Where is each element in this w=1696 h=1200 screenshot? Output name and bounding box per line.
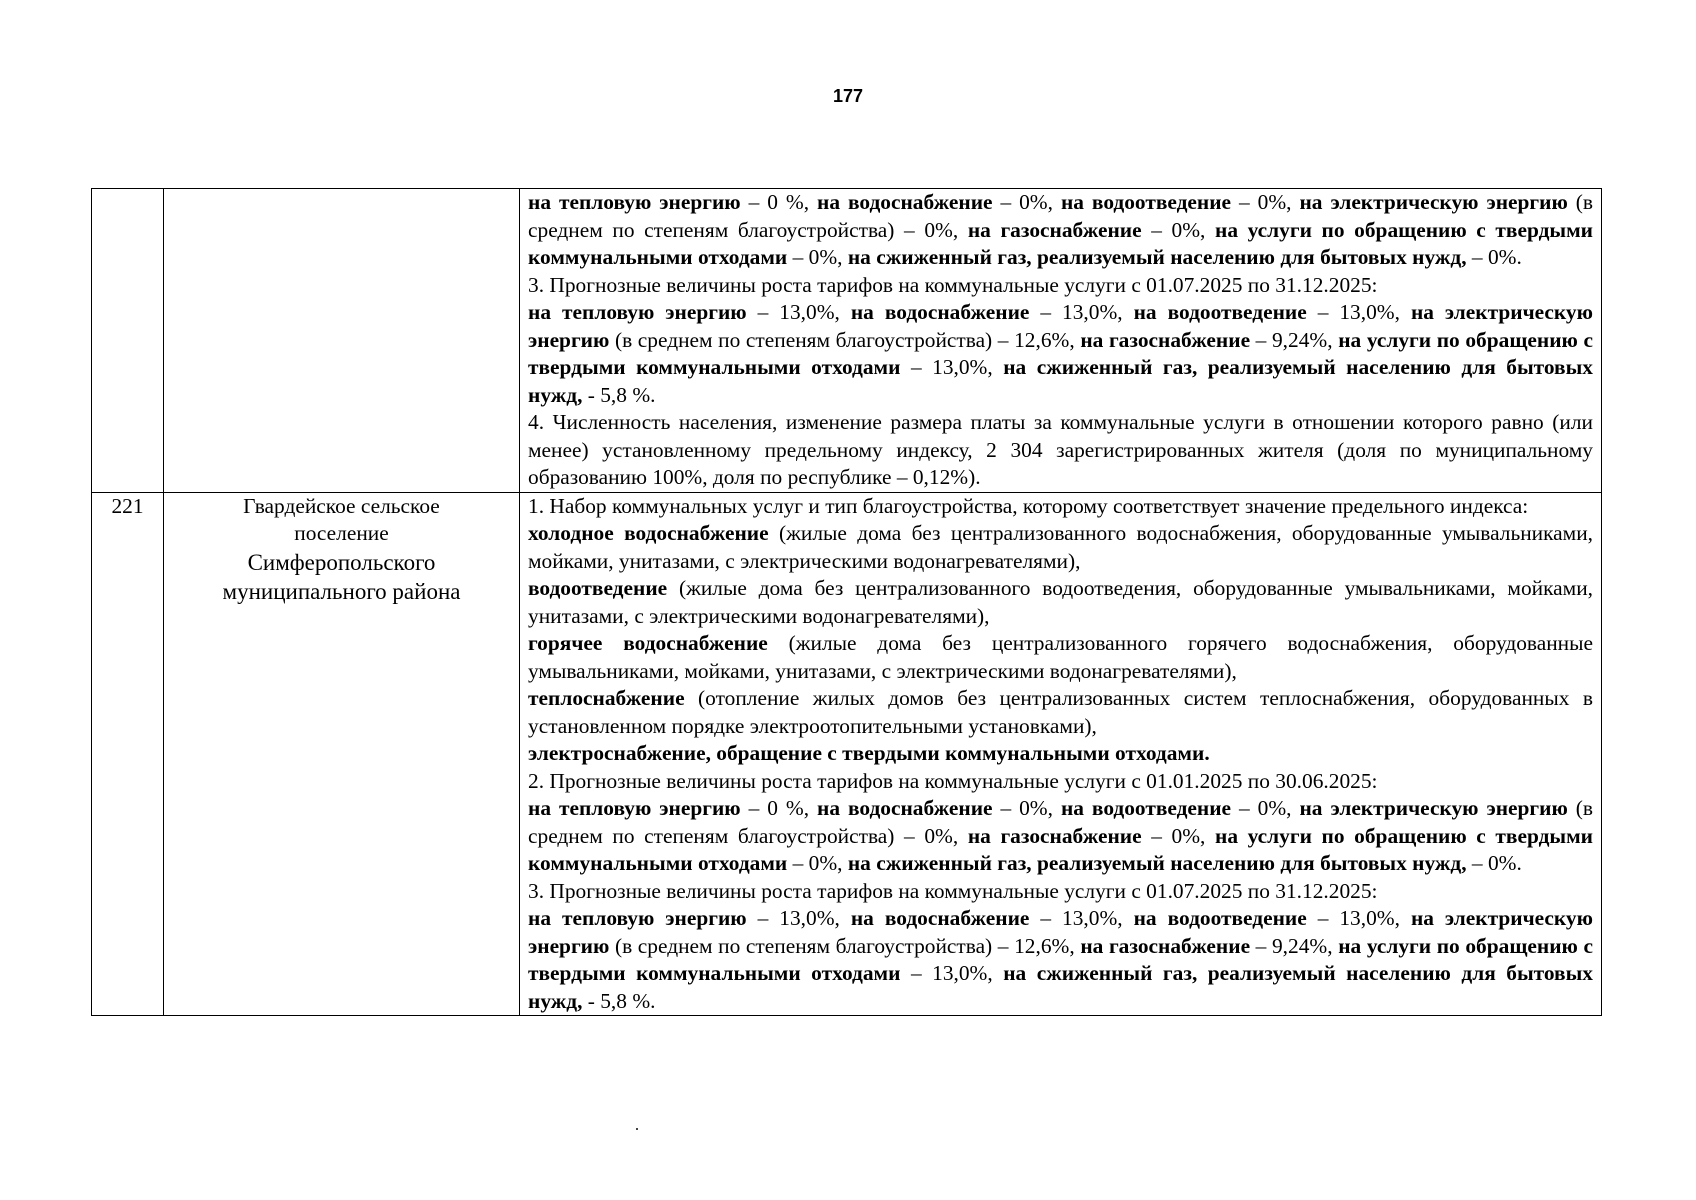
bold-run: на водоснабжение (850, 906, 1030, 930)
text-run: (отопление жилых домов без централизованных систем теплоснабжения, оборудованных в установленном порядке электроотопительными установками), (528, 686, 1593, 738)
text-run: – 0%, (992, 796, 1061, 820)
text-run: (в среднем по степеням благоустройства) – 12,6%, (609, 327, 1081, 352)
bold-run: на электрическую энергию (528, 906, 1593, 958)
text-run: (в среднем по степеням благоустройства) – 12,6%, (609, 933, 1081, 958)
bold-run: на тепловую энергию (528, 906, 747, 930)
row-number-cell (92, 189, 164, 493)
bold-run: на водоснабжение (817, 796, 993, 820)
text-run: – 9,24%, (1250, 327, 1339, 352)
bold-run: на газоснабжение (1080, 327, 1251, 352)
bold-run: на услуги по обращению с твердыми коммунальными отходами (528, 217, 1593, 269)
text-run: – 13,0%, (746, 906, 851, 930)
tariff-table (91, 188, 1602, 1016)
text-run: (жилые дома без централизованного горячего водоснабжения, оборудованные умывальниками, мойками, унитазами, с электрическими водонагревателями), (528, 631, 1593, 683)
text-run: – 9,24%, (1250, 933, 1339, 958)
tariff-paragraph (528, 905, 1593, 1015)
text-run: (в среднем по степеням благоустройства) – 0%, (528, 190, 1593, 242)
forecast-heading: 2. Прогнозные величины роста тарифов на коммунальные услуги с 01.01.2025 по 30.06.2025: (528, 768, 1378, 793)
text-run: – 13,0%, (900, 355, 1004, 379)
text-run: – 0%, (787, 851, 848, 875)
bold-run: электроснабжение, обращение с твердыми коммунальными отходами. (528, 741, 1210, 765)
text-run: (жилые дома без централизованного водоотведения, оборудованные умывальниками, мойками, унитазами, с электрическими водонагревателями), (528, 576, 1593, 628)
bold-run: на сжиженный газ, реализуемый населению для бытовых нужд, (528, 961, 1593, 1013)
municipality-name-cell (164, 189, 520, 493)
bold-run: на услуги по обращению с твердыми коммунальными отходами (528, 933, 1593, 985)
bold-run: на водоотведение (1060, 190, 1232, 214)
bold-run: на водоотведение (1133, 300, 1307, 324)
bold-run: на сжиженный газ, реализуемый населению для бытовых нужд, (528, 355, 1593, 407)
bold-run: холодное водоснабжение (528, 521, 769, 545)
service-paragraph (528, 575, 1593, 630)
text-run: – 13,0%, (1029, 300, 1134, 324)
bold-run: на газоснабжение (967, 217, 1142, 242)
bold-run: на сжиженный газ, реализуемый населению для бытовых нужд, (847, 245, 1467, 269)
text-run: - 5,8 %. (582, 988, 656, 1013)
row-text-cell (520, 189, 1602, 493)
bold-run: на водоснабжение (850, 300, 1030, 324)
municipality-name-line: Гвардейское сельское (243, 493, 440, 518)
text-run: – 13,0%, (746, 300, 851, 324)
bold-run: на услуги по обращению с твердыми коммунальными отходами (528, 327, 1593, 379)
text-run: – 0 %, (740, 796, 817, 820)
text-run: - 5,8 %. (582, 382, 656, 407)
tariff-paragraph (528, 189, 1593, 272)
population-paragraph: 4. Численность населения, изменение размера платы за коммунальные услуги в отношении которого равно (или менее) установленному предельному индексу, 2 304 зарегистрированных жителя (доля по муниципальному образованию 100%, доля по республике – 0,12%). (528, 410, 1593, 489)
text-run: – 0%. (1466, 245, 1522, 269)
row-text-cell (520, 492, 1602, 1016)
forecast-heading: 3. Прогнозные величины роста тарифов на коммунальные услуги с 01.07.2025 по 31.12.2025: (528, 878, 1378, 903)
text-run: – 0%, (787, 245, 848, 269)
text-run: – 0%, (1141, 823, 1215, 848)
text-run: (жилые дома без централизованного водоснабжения, оборудованные умывальниками, мойками, унитазами, с электрическими водонагревателями), (528, 521, 1593, 573)
text-run: – 13,0%, (1029, 906, 1134, 930)
bold-run: на электрическую энергию (1299, 796, 1568, 820)
municipality-name-line: муниципального района (222, 578, 461, 604)
text-run: – 13,0%, (1306, 906, 1411, 930)
bold-run: на тепловую энергию (528, 796, 741, 820)
bold-run: на водоотведение (1133, 906, 1307, 930)
service-paragraph (528, 685, 1593, 740)
text-run: – 0 %, (740, 190, 817, 214)
forecast-heading: 3. Прогнозные величины роста тарифов на коммунальные услуги с 01.07.2025 по 31.12.2025: (528, 272, 1378, 297)
municipality-name-line: поселение (294, 521, 389, 545)
bold-run: горячее водоснабжение (528, 631, 768, 655)
bold-run: на водоотведение (1060, 796, 1232, 820)
text-run: – 0%, (992, 190, 1061, 214)
row-number-cell: 221 (92, 492, 164, 1016)
bold-run: на газоснабжение (1080, 933, 1251, 958)
text-run: – 13,0%, (900, 961, 1004, 985)
tariff-paragraph (528, 299, 1593, 409)
service-paragraph (528, 740, 1593, 768)
service-paragraph (528, 520, 1593, 575)
text-run: (в среднем по степеням благоустройства) – 0%, (528, 796, 1593, 848)
text-run: – 0%, (1231, 190, 1300, 214)
bold-run: на электрическую энергию (528, 300, 1593, 352)
bold-run: на электрическую энергию (1299, 190, 1568, 214)
municipality-name-line: Симферопольского (247, 549, 436, 575)
scan-speck (636, 1128, 638, 1130)
bold-run: на водоснабжение (817, 190, 993, 214)
municipality-name-cell (164, 492, 520, 1016)
bold-run: на сжиженный газ, реализуемый населению для бытовых нужд, (847, 851, 1467, 875)
page-number: 177 (832, 86, 864, 106)
bold-run: на тепловую энергию (528, 190, 741, 214)
services-heading: 1. Набор коммунальных услуг и тип благоустройства, которому соответствует значение предельного индекса: (528, 493, 1529, 518)
text-run: – 0%, (1141, 217, 1215, 242)
bold-run: на газоснабжение (967, 823, 1142, 848)
text-run: – 0%. (1466, 851, 1522, 875)
table-row (92, 492, 1602, 1016)
tariff-paragraph (528, 795, 1593, 878)
bold-run: на услуги по обращению с твердыми коммунальными отходами (528, 823, 1593, 875)
text-run: – 13,0%, (1306, 300, 1411, 324)
bold-run: теплоснабжение (528, 686, 685, 710)
bold-run: водоотведение (528, 576, 668, 600)
table-row (92, 189, 1602, 493)
text-run: – 0%, (1231, 796, 1300, 820)
service-paragraph (528, 630, 1593, 685)
bold-run: на тепловую энергию (528, 300, 747, 324)
